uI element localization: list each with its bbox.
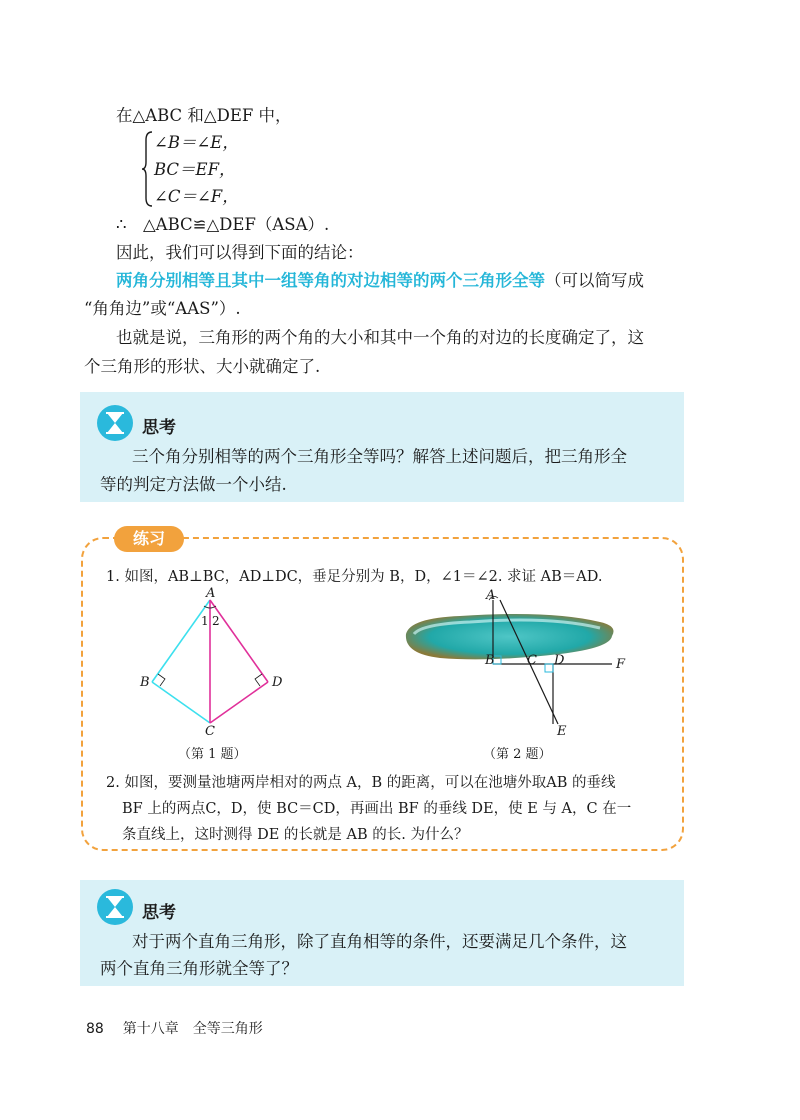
fig2-label-f: F [616,657,626,672]
page-number: 88 [86,1021,104,1037]
fig2-label-b: B [485,653,495,668]
proof-intro: 在△ABC 和△DEF 中， [116,106,292,125]
theorem-line1 [116,268,644,294]
condition-angle-c: ∠C＝∠F， [154,187,239,206]
figure-2 [400,590,640,735]
fig1-caption: （第 1 题） [178,747,247,762]
conclusion-intro: 因此，我们可以得到下面的结论： [116,243,364,262]
chapter-title: 第十八章 全等三角形 [122,1021,263,1037]
practice-q2-line3: 条直线上，这时测得 DE 的长就是 AB 的长. 为什么？ [122,827,469,843]
think2-line1: 对于两个直角三角形，除了直角相等的条件，还要满足几个条件，这 [132,932,627,951]
fig2-label-a: A [486,588,496,603]
think-icon [96,888,134,926]
think1-line1: 三个角分别相等的两个三角形全等吗？解答上述问题后，把三角形全 [132,447,627,466]
page-footer [86,1018,263,1038]
fig1-label-a: A [206,586,216,601]
practice-tab: 练习 [114,526,184,552]
fig1-label-2: 2 [212,614,220,628]
practice-q1: 1. 如图，AB⊥BC，AD⊥DC，垂足分别为 B，D，∠1＝∠2. 求证 AB＝AD. [106,569,603,585]
condition-side-bc: BC＝EF， [154,160,236,179]
think1-line2: 等的判定方法做一个小结. [100,475,287,494]
figure-1 [130,586,290,736]
fig1-label-b: B [140,675,150,690]
theorem-line2: “角角边”或“AAS”）. [84,299,241,318]
fig1-label-1: 1 [201,614,209,628]
fig2-label-e: E [557,724,567,739]
practice-q2-line2: BF 上的两点C，D，使 BC＝CD，再画出 BF 的垂线 DE，使 E 与 A，C 在一 [122,801,632,817]
proof-therefore: ∴ △ABC≌△DEF（ASA）. [116,215,330,234]
fig2-label-d: D [554,653,565,668]
theorem-highlight: 两角分别相等且其中一组等角的对边相等的两个三角形全等 [116,271,545,290]
practice-q2-line1: 2. 如图，要测量池塘两岸相对的两点 A，B 的距离，可以在池塘外取AB 的垂线 [106,775,616,791]
fig2-label-c: C [527,653,537,668]
explain-line2: 个三角形的形状、大小就确定了. [84,357,321,376]
theorem-rest1: （可以简写成 [545,271,644,290]
fig2-caption: （第 2 题） [483,747,552,762]
brace-icon [142,130,154,208]
fig1-label-d: D [272,675,283,690]
think-title-1: 思考 [142,418,176,438]
think2-line2: 两个直角三角形就全等了？ [100,959,298,978]
condition-angle-b: ∠B＝∠E， [154,133,239,152]
think-title-2: 思考 [142,903,176,923]
fig1-label-c: C [205,724,215,739]
think-icon [96,404,134,442]
explain-line1: 也就是说，三角形的两个角的大小和其中一个角的对边的长度确定了，这 [116,328,644,347]
